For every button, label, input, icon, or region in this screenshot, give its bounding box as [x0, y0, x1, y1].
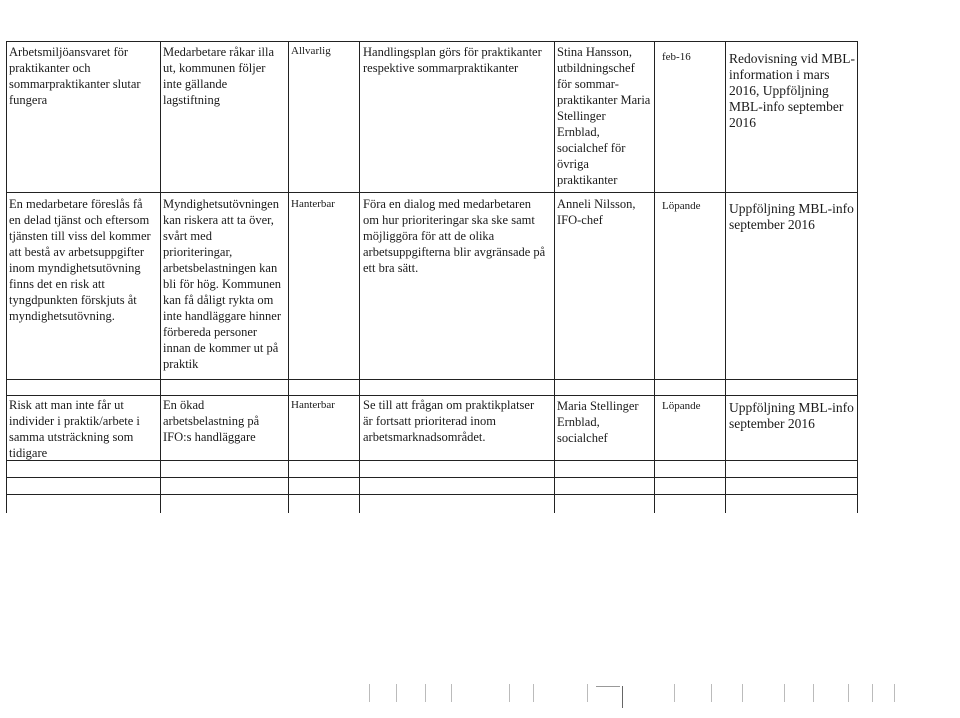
col-border-6	[725, 41, 726, 513]
bleed-mark	[894, 684, 895, 702]
bleed-mark	[533, 684, 534, 702]
bleed-mark	[742, 684, 743, 702]
bleed-mark	[674, 684, 675, 702]
row-2-risk: En medarbetare föreslås få en delad tjänst och eftersom tjänsten till viss del kommer att bestå av arbetsuppgifter inom myndighetsutövning finns det en risk att tyngdpunkten förskjuts åt myndighetsutövning.	[9, 197, 151, 323]
row-2-action: Föra en dialog med medarbetaren om hur prioriteringar ska ske samt möjliggöra för att de olika arbetsuppgifterna blir avgränsade på ett bra sätt.	[363, 197, 546, 275]
col-border-5	[654, 41, 655, 513]
col-border-0	[6, 41, 7, 513]
row-1-responsible: Stina Hansson, utbildningschef för sommar- praktikanter Maria Stellinger Ernblad, socialchef för övriga praktikanter	[557, 45, 651, 187]
row-2-assessment: Hanterbar	[291, 198, 335, 210]
row-3-assessment: Hanterbar	[291, 399, 335, 411]
col-border-4	[554, 41, 555, 513]
row-3-date: Löpande	[662, 400, 701, 412]
row-3-consequence: En ökad arbetsbelastning på IFO:s handläggare	[163, 398, 260, 444]
col-border-7	[857, 41, 858, 513]
bleed-mark	[509, 684, 510, 702]
bleed-mark	[622, 686, 623, 708]
row-1-action: Handlingsplan görs för praktikanter respektive sommarpraktikanter	[363, 45, 542, 75]
row-3-responsible: Maria Stellinger Ernblad, socialchef	[557, 399, 639, 445]
bleed-mark	[369, 684, 370, 702]
row-1-followup: Redovisning vid MBL- information i mars 2016, Uppföljning MBL-info september 2016	[729, 51, 856, 130]
empty-row-border-2	[6, 494, 858, 495]
bleed-mark	[848, 684, 849, 702]
row-1-bottom-border	[6, 192, 858, 193]
row-1-risk: Arbetsmiljöansvaret för praktikanter och sommarpraktikanter slutar fungera	[9, 45, 141, 107]
bleed-mark	[784, 684, 785, 702]
bleed-mark	[587, 684, 588, 702]
col-border-3	[359, 41, 360, 513]
table-top-border	[6, 41, 858, 42]
row-1-assessment: Allvarlig	[291, 45, 331, 57]
row-3-risk: Risk att man inte får ut individer i praktik/arbete i samma utsträckning som tidigare	[9, 398, 140, 460]
row-1-consequence: Medarbetare råkar illa ut, kommunen följer inte gällande lagstiftning	[163, 45, 275, 107]
row-2-bottom-border	[6, 379, 858, 380]
bleed-mark	[872, 684, 873, 702]
bleed-mark	[425, 684, 426, 702]
bleed-mark	[396, 684, 397, 702]
col-border-1	[160, 41, 161, 513]
empty-row-border-1	[6, 477, 858, 478]
bleed-mark	[711, 684, 712, 702]
row-2-date: Löpande	[662, 200, 701, 212]
bleed-mark	[451, 684, 452, 702]
bleed-mark	[813, 684, 814, 702]
row-1-date: feb-16	[662, 51, 691, 63]
bleed-mark-line	[596, 686, 620, 687]
row-2-consequence: Myndighetsutövningen kan riskera att ta över, svårt med prioriteringar, arbetsbelastningen kan bli för hög. Kommunen kan få dåligt rykta om inte handläggare hinner förbereda personer innan de kommer ut på praktik	[163, 197, 282, 371]
col-border-2	[288, 41, 289, 513]
row-2-responsible: Anneli Nilsson, IFO-chef	[557, 197, 636, 227]
row-3-top-border	[6, 395, 858, 396]
row-3-action: Se till att frågan om praktikplatser är fortsatt prioriterad inom arbetsmarknadsområdet.	[363, 398, 535, 444]
row-2-followup: Uppföljning MBL-info september 2016	[729, 201, 854, 232]
row-3-followup: Uppföljning MBL-info september 2016	[729, 400, 854, 431]
